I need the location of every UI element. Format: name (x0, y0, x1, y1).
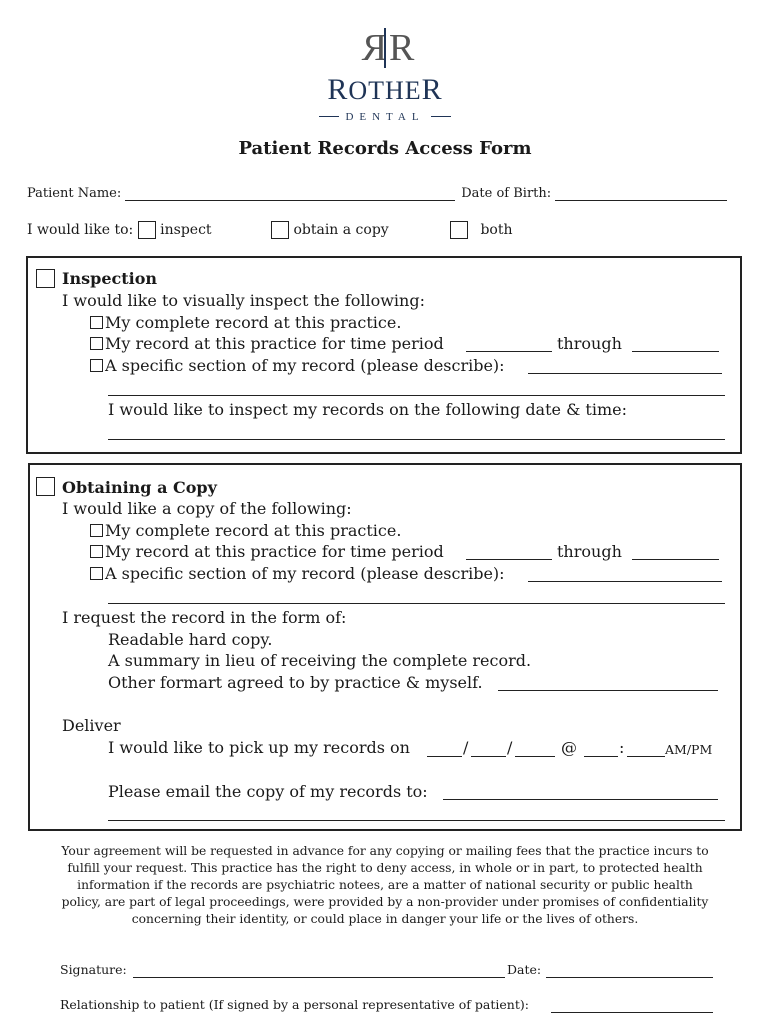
pickup-ampm[interactable]: AM/PM (665, 742, 713, 757)
copy-item-period: My record at this practice for time period (90, 542, 444, 561)
pickup-at: @ (561, 738, 577, 757)
monogram-icon (345, 24, 425, 70)
copy-form-other[interactable]: Other formart agreed to by practice & myself. (108, 673, 483, 692)
relationship-label: Relationship to patient (If signed by a personal representative of patient): (60, 997, 529, 1012)
inspection-item-complete: My complete record at this practice. (90, 313, 401, 332)
pickup-colon: : (619, 738, 625, 757)
inspection-intro: I would like to visually inspect the following: (62, 291, 425, 310)
dob-label: Date of Birth: (461, 186, 552, 201)
copy-form-hardcopy[interactable]: Readable hard copy. (108, 630, 273, 649)
copy-form-summary[interactable]: A summary in lieu of receiving the complete record. (108, 651, 532, 670)
pickup-day-field[interactable] (471, 756, 506, 757)
email-field[interactable] (443, 799, 718, 800)
copy-option (271, 221, 389, 239)
inspection-heading: Inspection (62, 269, 158, 288)
dob-field[interactable] (555, 186, 727, 201)
sign-date-field[interactable] (546, 977, 713, 978)
svg-text:R: R (389, 27, 415, 69)
both-option (450, 221, 513, 239)
relationship-field[interactable] (551, 1012, 713, 1013)
copy-complete-checkbox[interactable] (90, 524, 103, 537)
inspection-section-field[interactable] (528, 373, 722, 374)
pickup-slash-1: / (463, 738, 469, 757)
copy-period-checkbox[interactable] (90, 545, 103, 558)
copy-through-label: through (557, 542, 622, 561)
copy-item-section: A specific section of my record (please describe): (90, 564, 505, 583)
both-label: both (480, 222, 513, 238)
copy-form-intro: I request the record in the form of: (62, 608, 347, 627)
inspection-item-period: My record at this practice for time period (90, 334, 444, 353)
copy-section-checkbox[interactable] (90, 567, 103, 580)
copy-item-complete: My complete record at this practice. (90, 521, 401, 540)
inspection-through-label: through (557, 334, 622, 353)
form-title: Patient Records Access Form (238, 138, 532, 159)
practice-logo (0, 24, 770, 123)
copy-section-field-line2[interactable] (108, 603, 725, 604)
pickup-label: I would like to pick up my records on (108, 738, 410, 757)
signature-field[interactable] (133, 977, 505, 978)
inspection-period-start-field[interactable] (466, 351, 552, 352)
inspection-complete-checkbox[interactable] (90, 316, 103, 329)
logo-subtitle: DENTAL (319, 111, 450, 123)
copy-period-start-field[interactable] (466, 559, 552, 560)
pickup-slash-2: / (507, 738, 513, 757)
patient-name-field[interactable] (125, 186, 455, 201)
svg-text:R: R (361, 27, 387, 69)
inspect-label: inspect (160, 222, 212, 238)
signature-label: Signature: (60, 962, 127, 977)
request-type-row (27, 221, 212, 239)
copy-intro: I would like a copy of the following: (62, 499, 352, 518)
inspection-datetime-label: I would like to inspect my records on the following date & time: (108, 400, 627, 419)
copy-form-other-field[interactable] (498, 690, 718, 691)
pickup-hour-field[interactable] (584, 756, 618, 757)
inspect-checkbox[interactable] (138, 221, 156, 239)
sign-date-label: Date: (507, 962, 542, 977)
deliver-heading: Deliver (62, 716, 121, 735)
pickup-year-field[interactable] (515, 756, 555, 757)
inspection-section-field-line2[interactable] (108, 395, 725, 396)
logo-wordmark: ROTHER (327, 73, 443, 106)
email-field-line2[interactable] (108, 820, 725, 821)
copy-period-end-field[interactable] (632, 559, 719, 560)
obtain-copy-label: obtain a copy (293, 222, 389, 238)
inspection-checkbox[interactable] (36, 269, 55, 288)
pickup-minute-field[interactable] (627, 756, 665, 757)
inspection-item-section: A specific section of my record (please describe): (90, 356, 505, 375)
inspection-section-checkbox[interactable] (90, 359, 103, 372)
inspection-period-end-field[interactable] (632, 351, 719, 352)
request-type-prompt: I would like to: (27, 222, 134, 238)
copy-section-field[interactable] (528, 581, 722, 582)
email-label: Please email the copy of my records to: (108, 782, 428, 801)
copy-heading: Obtaining a Copy (62, 478, 217, 497)
copy-checkbox[interactable] (36, 477, 55, 496)
inspection-datetime-field[interactable] (108, 439, 725, 440)
both-checkbox[interactable] (450, 221, 468, 239)
inspection-period-checkbox[interactable] (90, 337, 103, 350)
obtain-copy-checkbox[interactable] (271, 221, 289, 239)
patient-name-label: Patient Name: (27, 186, 122, 201)
patient-name-row (27, 186, 727, 201)
pickup-month-field[interactable] (427, 756, 462, 757)
fees-notice: Your agreement will be requested in advance for any copying or mailing fees that the practice incurs to fulfill your request. This practice has the right to deny access, in whole or in part, to protected health information if the records are psychiatric notees, are a matter of national security or public health policy, are part of legal proceedings, were provided by a non-provider under promises of confidentiality concerning their identity, or could place in danger your life or the lives of others. (61, 844, 709, 926)
